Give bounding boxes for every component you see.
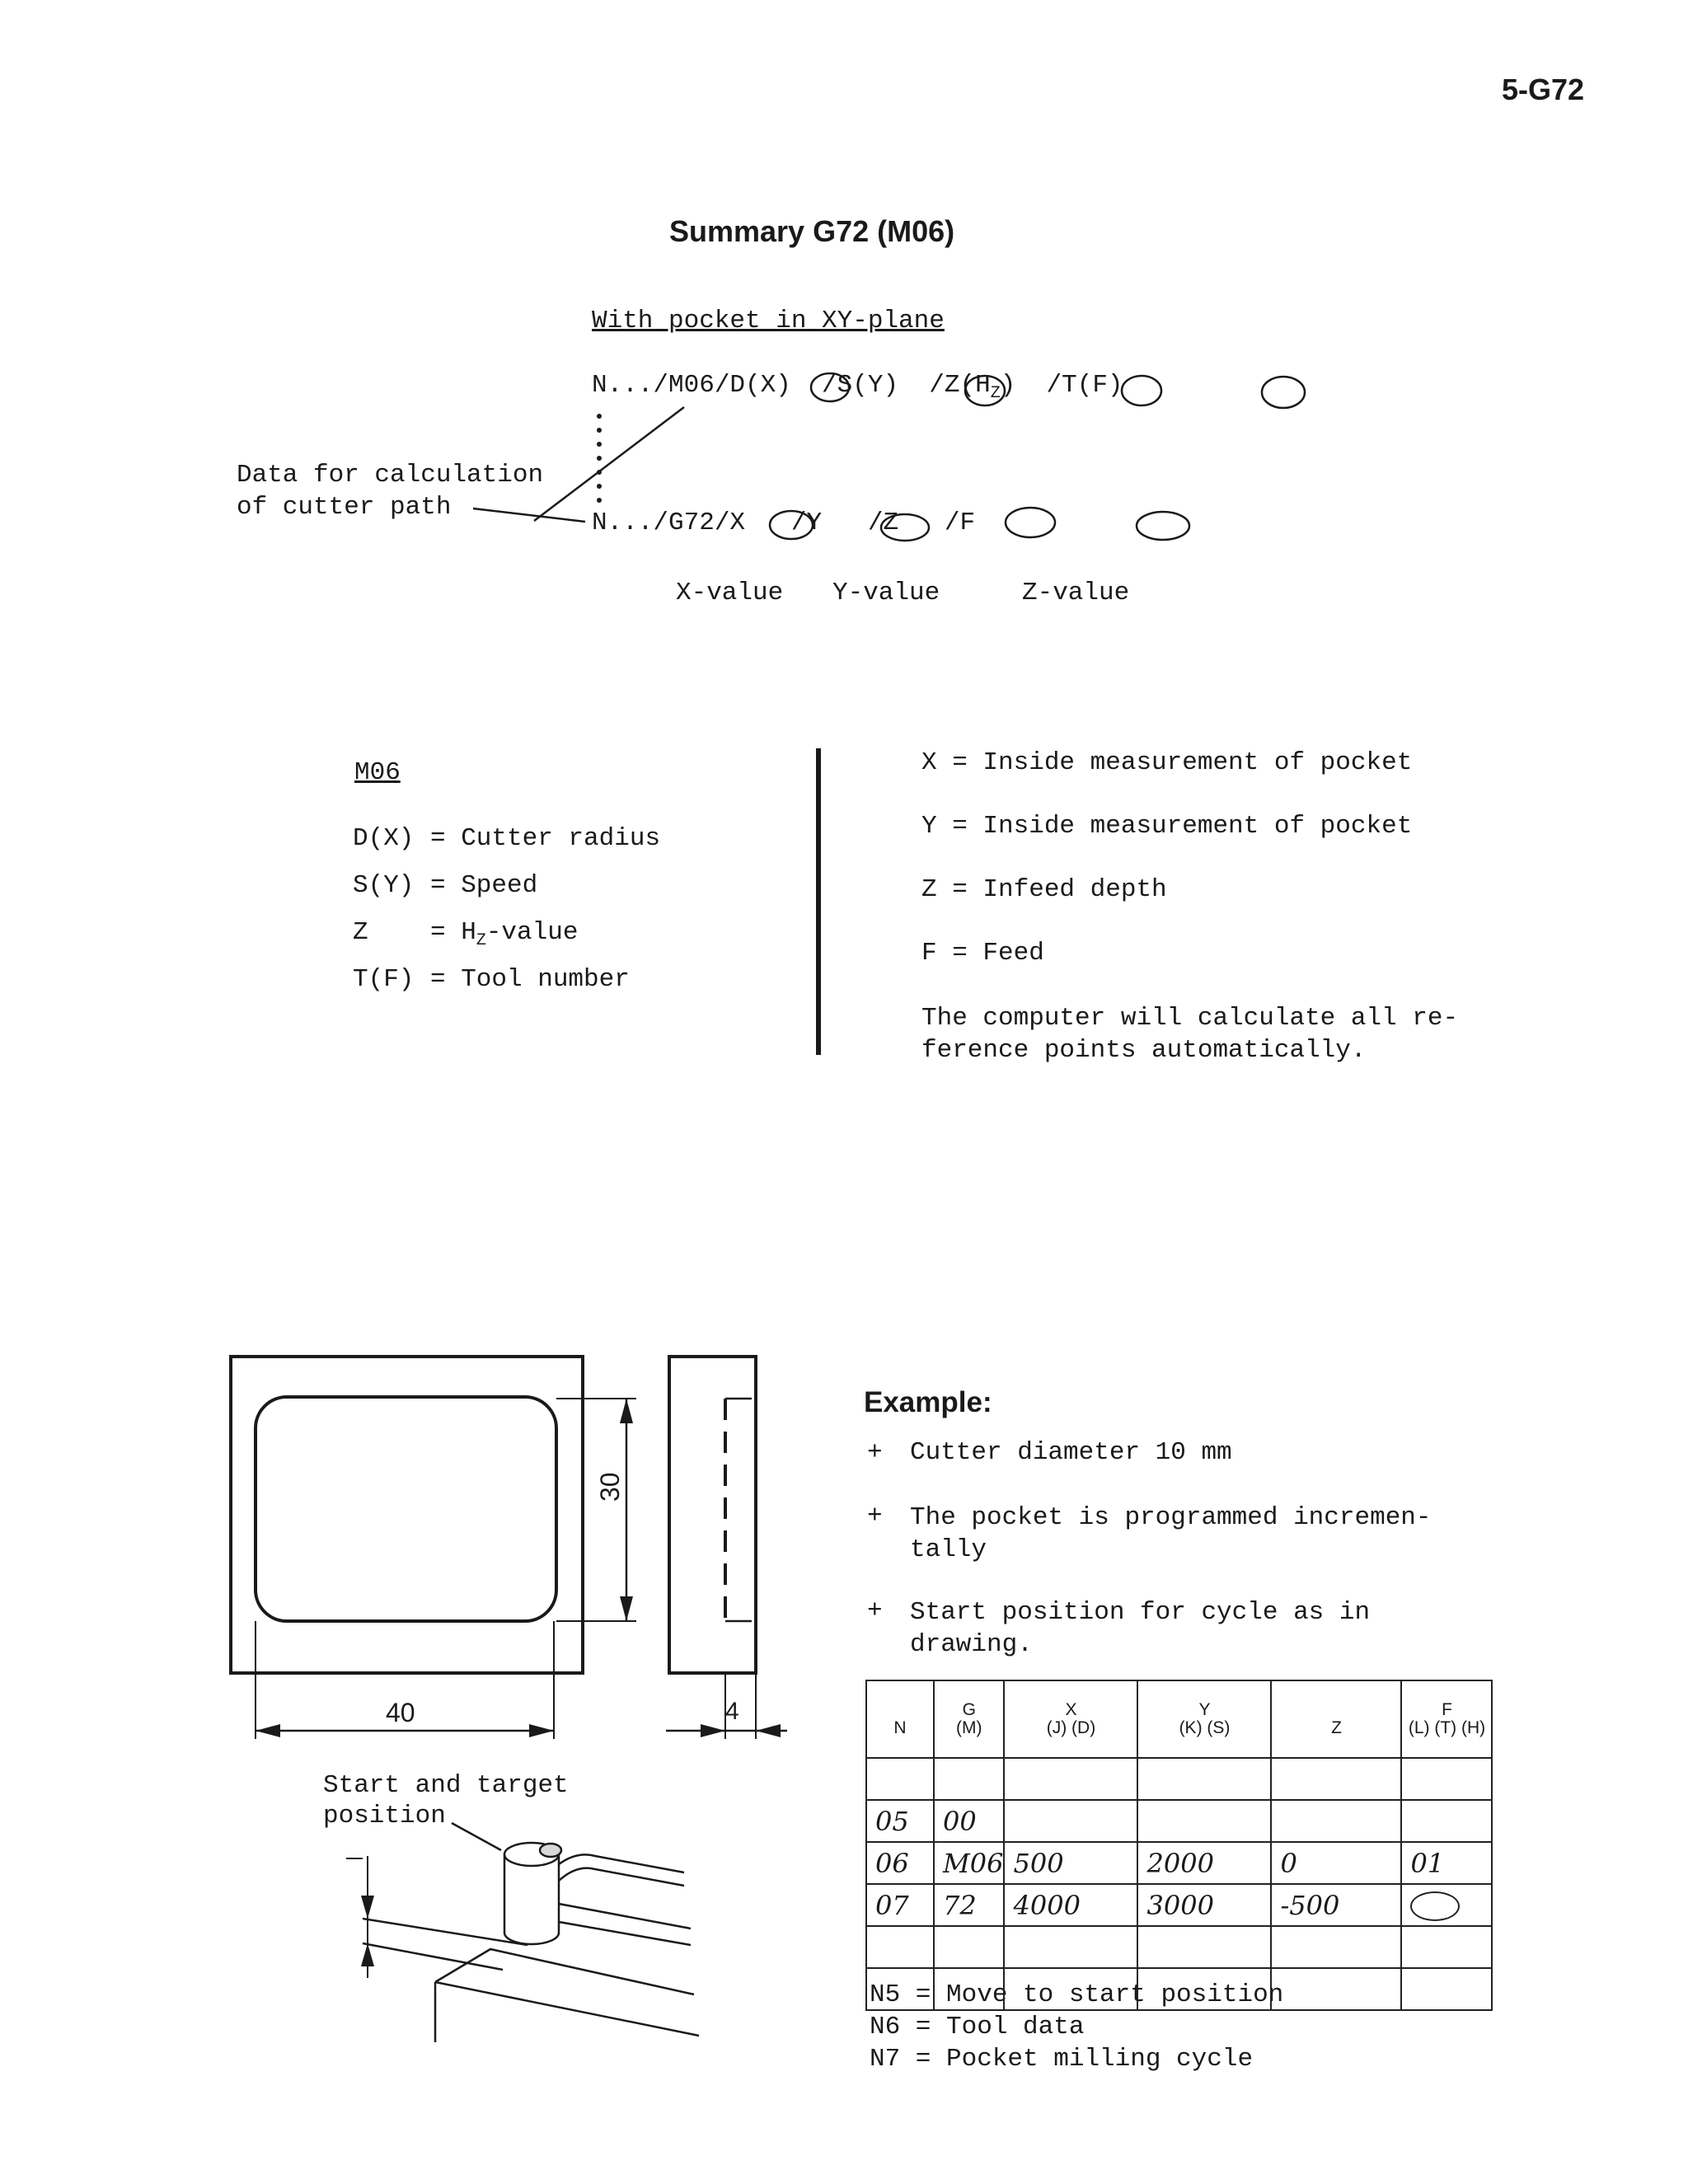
- bullet-marker: +: [867, 1502, 883, 1530]
- col-header-bottom: (K) (S): [1179, 1718, 1231, 1737]
- table-row: [866, 1842, 1492, 1884]
- footnote: N7 = Pocket milling cycle: [870, 2045, 1254, 2074]
- hand-drawn-circle-icon: [1410, 1891, 1460, 1921]
- m06-def-eq: = Speed: [430, 871, 538, 900]
- table-cell: M06: [934, 1842, 1004, 1884]
- syntax-line-2: N.../G72/X /Y /Z /F: [592, 509, 976, 537]
- table-cell: [1004, 1800, 1137, 1842]
- col-header-top: F: [1442, 1700, 1452, 1719]
- table-cell: 01: [1401, 1842, 1492, 1884]
- table-cell: [1271, 1968, 1401, 2010]
- footnote: N5 = Move to start position: [870, 1980, 1284, 2009]
- col-header-bottom: (M): [956, 1718, 982, 1737]
- start-target-label: Start and target position: [323, 1771, 569, 1830]
- m06-def-eq-text: = H: [430, 918, 476, 947]
- table-cell: [866, 1758, 934, 1800]
- example-bullet: Cutter diameter 10 mm: [910, 1438, 1232, 1467]
- dim-height-label: 30: [595, 1472, 625, 1502]
- table-cell: [866, 1926, 934, 1968]
- col-header-f: [1401, 1680, 1492, 1758]
- table-cell: [866, 1968, 934, 2010]
- table-cell: [1004, 1968, 1137, 2010]
- table-cell: [1401, 1800, 1492, 1842]
- col-header-y: [1137, 1680, 1271, 1758]
- col-header-top: G: [962, 1700, 976, 1719]
- table-row: [866, 1968, 1492, 2010]
- program-table: [865, 1680, 1493, 2011]
- g72-def: X = Inside measurement of pocket: [921, 748, 1413, 777]
- table-row: [866, 1758, 1492, 1800]
- table-cell: 06: [866, 1842, 934, 1884]
- col-header-bottom: Z: [1331, 1718, 1342, 1737]
- table-cell: [1137, 1800, 1271, 1842]
- table-cell: [1401, 1926, 1492, 1968]
- table-cell: 0: [1271, 1842, 1401, 1884]
- page-title: Summary G72 (M06): [669, 214, 955, 248]
- footnote: N6 = Tool data: [870, 2013, 1085, 2041]
- y-value-label: Y-value: [832, 579, 940, 607]
- table-row: [866, 1884, 1492, 1926]
- table-cell: 07: [866, 1884, 934, 1926]
- col-header-bottom: (L) (T) (H): [1408, 1718, 1486, 1737]
- workpiece-side-view: [669, 1357, 756, 1673]
- example-heading: Example:: [864, 1386, 992, 1418]
- col-header-top: X: [1065, 1700, 1077, 1719]
- g72-def: F = Feed: [921, 939, 1044, 968]
- col-header-top: Y: [1198, 1700, 1211, 1719]
- m06-def-eq: = Tool number: [430, 965, 630, 994]
- table-row: [866, 1926, 1492, 1968]
- col-header-bottom: N: [893, 1718, 907, 1737]
- table-cell: [1137, 1968, 1271, 2010]
- table-header-row: [866, 1680, 1492, 1758]
- x-value-label: X-value: [676, 579, 784, 607]
- col-header-x: [1004, 1680, 1137, 1758]
- table-cell: [1137, 1926, 1271, 1968]
- table-cell: [1401, 1758, 1492, 1800]
- syntax-subscript: Z: [990, 384, 1001, 404]
- m06-def-subscript: Z: [476, 931, 486, 951]
- table-cell: 00: [934, 1800, 1004, 1842]
- example-bullet: The pocket is programmed incremen- tally: [910, 1503, 1432, 1564]
- table-cell: [1271, 1758, 1401, 1800]
- pointer-line: [534, 407, 684, 521]
- table-cell: [1004, 1758, 1137, 1800]
- m06-def-eq: [430, 918, 578, 950]
- col-header-bottom: (J) (D): [1046, 1718, 1096, 1737]
- table-cell: [1004, 1926, 1137, 1968]
- table-cell: 72: [934, 1884, 1004, 1926]
- table-cell: [1401, 1884, 1492, 1926]
- page-number: 5-G72: [1502, 73, 1585, 106]
- table-row: [866, 1800, 1492, 1842]
- dotted-line: [597, 414, 602, 503]
- z-value-label: Z-value: [1022, 579, 1130, 607]
- col-header-g: [934, 1680, 1004, 1758]
- table-cell: 05: [866, 1800, 934, 1842]
- m06-def-code: Z: [353, 918, 368, 947]
- g72-note: The computer will calculate all re- ference points automatically.: [921, 1004, 1459, 1065]
- m06-def-eq-end: -value: [485, 918, 579, 947]
- bullet-marker: +: [867, 1596, 883, 1625]
- subtitle: With pocket in XY-plane: [592, 307, 945, 335]
- table-cell: 2000: [1137, 1842, 1271, 1884]
- dim-depth-label: 4: [725, 1698, 739, 1725]
- syntax-line-1-end: ) /T(F): [1000, 371, 1123, 400]
- m06-def-code: T(F): [353, 965, 415, 994]
- table-cell: -500: [1271, 1884, 1401, 1926]
- col-header-z: [1271, 1680, 1401, 1758]
- g72-def: Z = Infeed depth: [921, 875, 1167, 904]
- table-cell: [1137, 1758, 1271, 1800]
- pocket-outline: [256, 1397, 556, 1621]
- table-cell: 4000: [1004, 1884, 1137, 1926]
- g72-def: Y = Inside measurement of pocket: [921, 812, 1413, 841]
- table-cell: [1271, 1800, 1401, 1842]
- cutter-icon: [504, 1854, 559, 1944]
- table-cell: [934, 1758, 1004, 1800]
- workpiece-edge: [435, 1949, 694, 1994]
- value-circle-icon: [1262, 377, 1305, 408]
- m06-heading: M06: [354, 758, 401, 787]
- data-note: Data for calculation of cutter path: [237, 461, 544, 522]
- table-cell: [934, 1968, 1004, 2010]
- col-header-n: [866, 1680, 934, 1758]
- table-cell: 500: [1004, 1842, 1137, 1884]
- table-cell: 3000: [1137, 1884, 1271, 1926]
- table-cell: [1271, 1926, 1401, 1968]
- value-circle-icon: [1122, 376, 1161, 405]
- dim-width-label: 40: [386, 1698, 415, 1727]
- table-cell: [1401, 1968, 1492, 2010]
- syntax-line-1: [592, 371, 1123, 403]
- bullet-marker: +: [867, 1438, 883, 1467]
- value-circle-icon: [1137, 512, 1189, 540]
- table-cell: [934, 1926, 1004, 1968]
- m06-def-code: S(Y): [353, 871, 415, 900]
- m06-def-code: D(X): [353, 824, 415, 853]
- m06-def-eq: = Cutter radius: [430, 824, 661, 853]
- syntax-line-1-text: N.../M06/D(X) /S(Y) /Z(H: [592, 371, 991, 400]
- example-bullet: Start position for cycle as in drawing.: [910, 1598, 1371, 1659]
- workpiece-front-view: [231, 1357, 583, 1673]
- value-circle-icon: [1006, 508, 1055, 537]
